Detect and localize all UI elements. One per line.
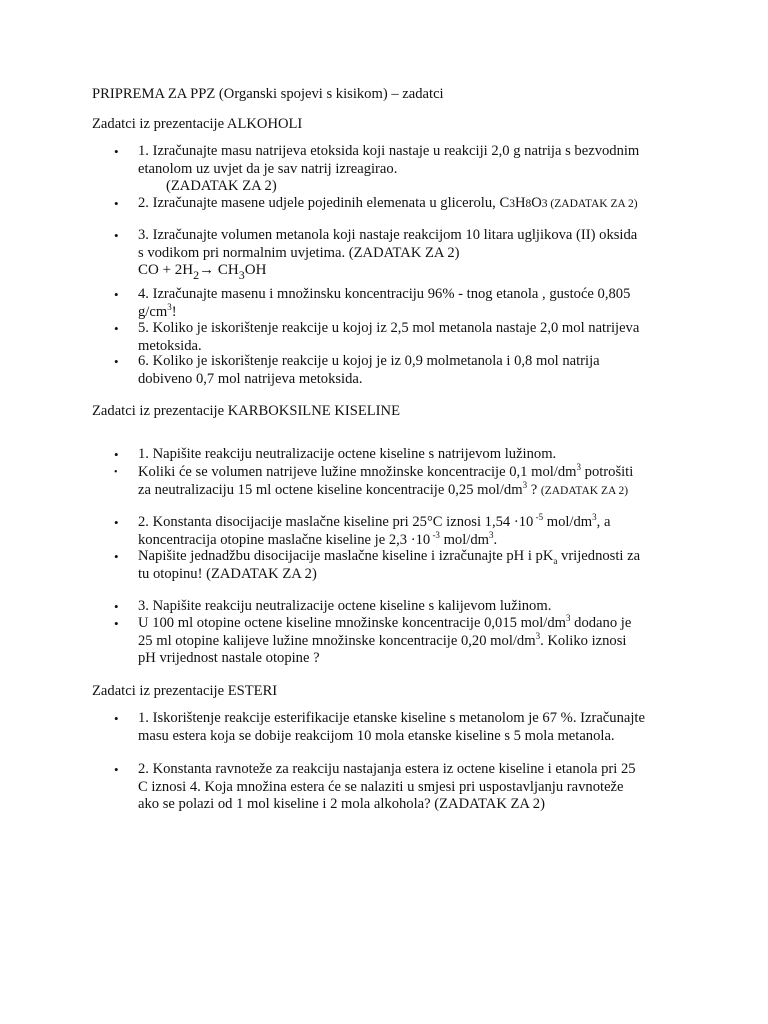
text-run: 25 ml otopine kalijeve lužine množinske koncentracije 0,20 mol/dm <box>138 632 536 649</box>
text-run: , a <box>596 514 611 530</box>
superscript: 3 <box>566 613 571 624</box>
text-run: ? <box>527 481 541 498</box>
text-run: 2. Izračunajte masene udjele pojedinih elemenata u glicerolu, C <box>138 195 510 211</box>
task-text: tu otopinu! (ZADATAK ZA 2) <box>138 565 317 582</box>
superscript: -5 <box>533 512 544 523</box>
formula-subscript: 2 <box>193 268 200 282</box>
task-text <box>138 615 678 633</box>
superscript: 3 <box>576 462 581 473</box>
superscript: 3 <box>522 479 528 490</box>
text-run: vrijednosti za <box>557 548 641 564</box>
task-item <box>138 615 678 668</box>
superscript: 3 <box>592 512 597 523</box>
task-text: • 1. Izračunajte masu natrijeva etoksida koji nastaje u reakciji 2,0 g natrija s bezvodnim <box>138 143 640 159</box>
task-item <box>138 514 678 549</box>
task-text: metoksida. <box>138 337 202 354</box>
task-item <box>138 464 678 500</box>
task-item <box>138 286 678 321</box>
task-text <box>138 464 678 482</box>
text-run: Napišite jednadžbu disocijacije maslačne kiseline i izračunajte pH i pK <box>138 548 554 564</box>
task-text <box>138 479 678 501</box>
task-tag: (ZADATAK ZA 2) <box>166 178 277 194</box>
task-text: dobiveno 0,7 mol natrijeva metoksida. <box>138 370 363 387</box>
task-text: • 3. Izračunajte volumen metanola koji nastaje reakcijom 10 litara ugljikova (II) oksida <box>138 227 638 243</box>
text-run: koncentracija otopine maslačne kiseline je 2,3 ·10 <box>138 531 431 548</box>
text-run: . Koliko iznosi <box>540 632 627 649</box>
task-item <box>138 353 678 388</box>
task-text <box>138 301 678 322</box>
task-item <box>138 195 678 214</box>
formula-subscript: 3 <box>509 198 515 210</box>
text-run: mol/dm <box>439 531 489 548</box>
task-text <box>138 529 678 550</box>
task-item <box>138 320 678 355</box>
task-item <box>138 446 678 464</box>
text-run: CO + 2H <box>138 262 194 278</box>
text-run: OH <box>244 262 267 278</box>
task-tag: (ZADATAK ZA 2) <box>540 484 629 497</box>
reaction-equation <box>138 262 678 280</box>
task-text: • 3. Napišite reakciju neutralizacije octene kiseline s kalijevom lužinom. <box>138 598 552 614</box>
task-text: pH vrijednost nastale otopine ? <box>138 650 320 666</box>
section-heading-esteri: Zadatci iz prezentacije ESTERI <box>92 683 278 699</box>
text-run: za neutralizaciju 15 ml octene kiseline koncentracije 0,25 mol/dm <box>138 481 523 498</box>
task-text <box>138 195 678 214</box>
task-text: masu estera koja se dobije reakcijom 10 mola etanske kiseline s 5 mola metanola. <box>138 727 615 744</box>
text-run: H <box>514 195 526 211</box>
task-text: • 4. Izračunajte masenu i množinsku koncentraciju 96% - tnog etanola , gustoće 0,805 <box>138 286 631 302</box>
task-item <box>138 548 678 583</box>
text-run: mol/dm <box>543 514 593 530</box>
arrow-icon: → <box>199 262 215 278</box>
text-run: ! <box>171 303 177 320</box>
text-run: g/cm <box>138 303 168 320</box>
task-item <box>138 598 678 616</box>
superscript: 3 <box>167 301 172 312</box>
task-text: C iznosi 4. Koja množina estera će se nalaziti u smjesi pri uspostavljanju ravnoteže <box>138 778 624 795</box>
text-run: CH <box>214 262 239 278</box>
task-item <box>138 710 678 745</box>
superscript: 3 <box>535 630 541 641</box>
subscript: a <box>553 555 558 566</box>
text-run: Koliki će se volumen natrijeve lužine množinske koncentracije 0,1 mol/dm <box>138 464 577 480</box>
formula-subscript: 8 <box>525 198 532 210</box>
text-run: . <box>493 531 498 548</box>
task-text <box>138 630 678 651</box>
task-text: • 6. Koliko je iskorištenje reakcije u kojoj je iz 0,9 molmetanola i 0,8 mol natrija <box>138 353 600 369</box>
task-text: etanolom uz uvjet da je sav natrij izreagirao. <box>138 160 398 177</box>
task-text: • 2. Konstanta ravnoteže za reakciju nastajanja estera iz octene kiseline i etanola pri 25 <box>138 761 636 777</box>
task-text: • 1. Iskorištenje reakcije esterifikacije etanske kiseline s metanolom je 67 %. Izračunajte <box>138 710 645 726</box>
task-text <box>138 548 678 566</box>
formula-subscript: 3 <box>238 268 245 282</box>
task-tag: (ZADATAK ZA 2) <box>547 198 638 210</box>
text-run: potrošiti <box>581 464 634 480</box>
document-title: PRIPREMA ZA PPZ (Organski spojevi s kisikom) – zadatci <box>92 86 444 102</box>
task-item <box>138 143 678 196</box>
task-item <box>138 761 678 814</box>
text-run: dodano je <box>570 615 632 631</box>
formula-subscript: 3 <box>541 198 548 210</box>
task-item <box>138 227 678 280</box>
superscript: 3 <box>489 529 494 540</box>
superscript: -3 <box>430 529 440 540</box>
section-heading-karboksilne-kiseline: Zadatci iz prezentacije KARBOKSILNE KISELINE <box>92 403 400 419</box>
text-run: U 100 ml otopine octene kiseline množinske koncentracije 0,015 mol/dm <box>138 615 566 631</box>
section-heading-alkoholi: Zadatci iz prezentacije ALKOHOLI <box>92 116 303 132</box>
task-text: ako se polazi od 1 mol kiseline i 2 mola alkohola? (ZADATAK ZA 2) <box>138 796 545 812</box>
text-run: 2. Konstanta disocijacije maslačne kiseline pri 25°C iznosi 1,54 ·10 <box>138 514 534 530</box>
task-text <box>138 514 678 532</box>
task-text: • 1. Napišite reakciju neutralizacije octene kiseline s natrijevom lužinom. <box>138 446 557 462</box>
task-text: • 5. Koliko je iskorištenje reakcije u kojoj iz 2,5 mol metanola nastaje 2,0 mol natrijeva <box>138 320 640 336</box>
task-text: s vodikom pri normalnim uvjetima. (ZADATAK ZA 2) <box>138 244 460 261</box>
text-run: O <box>531 195 542 211</box>
